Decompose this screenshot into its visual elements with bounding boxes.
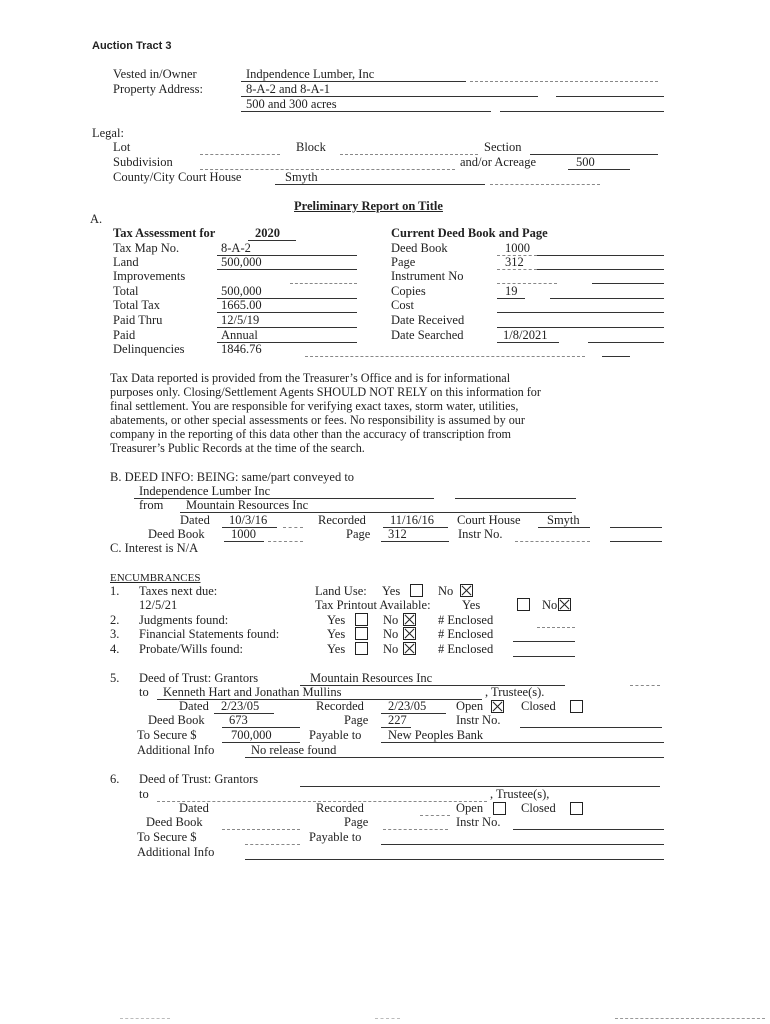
trust6-trustees-label: , Trustee(s), — [490, 787, 550, 801]
trust6-dated-label: Dated — [179, 801, 209, 815]
trust6-secure-label: To Secure $ — [137, 830, 197, 844]
taxes-next-due-label: Taxes next due: — [139, 584, 218, 598]
probate-no-checkbox[interactable] — [403, 642, 416, 655]
page-header: Auction Tract 3 — [92, 40, 172, 52]
deed-page-value: 312 — [505, 255, 524, 269]
printout-yes-label: Yes — [462, 598, 481, 612]
financial-no-label: No — [383, 627, 399, 641]
judgments-enclosed-label: # Enclosed — [438, 613, 494, 627]
disclaimer-line: abatements, or other special assessments or fees. No responsibility is assumed by our — [110, 413, 525, 427]
trust6-number: 6. — [110, 772, 120, 786]
deed-info-page-label: Page — [346, 527, 371, 541]
deed-heading: Current Deed Book and Page — [391, 226, 548, 240]
trust5-book-value: 673 — [229, 713, 248, 727]
printout-no-checkbox[interactable] — [558, 598, 571, 611]
financial-yes-checkbox[interactable] — [355, 627, 368, 640]
deed-info-book-value: 1000 — [231, 527, 256, 541]
deed-info-dated-label: Dated — [180, 513, 210, 527]
improvements-label: Improvements — [113, 269, 186, 283]
printout-no-label: No — [542, 598, 558, 612]
trust6-instr-label: Instr No. — [456, 815, 501, 829]
trust6-open-label: Open — [456, 801, 484, 815]
disclaimer-line: company in the reporting of this data other than the accuracy of transcription from — [110, 427, 512, 441]
trust5-trustees-label: , Trustee(s). — [485, 685, 545, 699]
disclaimer-line: final settlement. You are responsible for verifying exact taxes, storm water, utilities, — [110, 399, 519, 413]
trust6-payable-label: Payable to — [309, 830, 362, 844]
address-value: 8-A-2 and 8-A-1 — [246, 82, 331, 96]
deed-info-from-value: Mountain Resources Inc — [186, 498, 309, 512]
trust5-secure-value: 700,000 — [231, 728, 272, 742]
deed-info-dated-value: 10/3/16 — [229, 513, 268, 527]
deed-info-instr-label: Instr No. — [458, 527, 503, 541]
probate-label: Probate/Wills found: — [139, 642, 243, 656]
courthouse-label: County/City Court House — [113, 170, 242, 184]
trust5-closed-checkbox[interactable] — [570, 700, 583, 713]
paid-value: Annual — [221, 328, 258, 342]
encumbrances-heading: ENCUMBRANCES — [110, 572, 201, 584]
land-label: Land — [113, 255, 139, 269]
probate-yes-label: Yes — [327, 642, 346, 656]
vested-value: Indpendence Lumber, Inc — [246, 67, 375, 81]
financial-no-checkbox[interactable] — [403, 627, 416, 640]
trust6-closed-checkbox[interactable] — [570, 802, 583, 815]
judgments-no-label: No — [383, 613, 399, 627]
printout-label: Tax Printout Available: — [315, 598, 431, 612]
trust6-grantors-label: Deed of Trust: Grantors — [139, 772, 259, 786]
taxes-next-due-value: 12/5/21 — [139, 598, 178, 612]
copies-value: 19 — [505, 284, 518, 298]
total-label: Total — [113, 284, 139, 298]
paid-label: Paid — [113, 328, 136, 342]
disclaimer-line: purposes only. Closing/Settlement Agents SHOULD NOT RELY on this information for — [110, 385, 541, 399]
trust6-to-label: to — [139, 787, 149, 801]
trust5-to-label: to — [139, 685, 149, 699]
trust5-page-value: 227 — [388, 713, 407, 727]
trust6-book-label: Deed Book — [146, 815, 203, 829]
trust5-recorded-value: 2/23/05 — [388, 699, 427, 713]
report-title: Preliminary Report on Title — [294, 199, 443, 213]
total-tax-label: Total Tax — [113, 298, 160, 312]
deed-info-courthouse-label: Court House — [457, 513, 521, 527]
delinquencies-label: Delinquencies — [113, 342, 185, 356]
trust5-page-label: Page — [344, 713, 369, 727]
date-searched-label: Date Searched — [391, 328, 464, 342]
trust6-closed-label: Closed — [521, 801, 556, 815]
deed-info-book-label: Deed Book — [148, 527, 205, 541]
trust6-page-label: Page — [344, 815, 369, 829]
financial-enclosed-label: # Enclosed — [438, 627, 494, 641]
enc-number-1: 1. — [110, 584, 120, 598]
deed-info-page-value: 312 — [388, 527, 407, 541]
judgments-yes-checkbox[interactable] — [355, 613, 368, 626]
vested-label: Vested in/Owner — [113, 67, 197, 81]
disclaimer-line: Tax Data reported is provided from the Treasurer’s Office and is for informational — [110, 371, 511, 385]
trust6-recorded-label: Recorded — [316, 801, 364, 815]
deed-info-recorded-value: 11/16/16 — [390, 513, 434, 527]
deed-info-grantee: Independence Lumber Inc — [139, 484, 271, 498]
trust5-open-label: Open — [456, 699, 484, 713]
financial-label: Financial Statements found: — [139, 627, 280, 641]
tax-heading: Tax Assessment for — [113, 226, 216, 240]
probate-yes-checkbox[interactable] — [355, 642, 368, 655]
section-a-label: A. — [90, 212, 103, 226]
judgments-no-checkbox[interactable] — [403, 613, 416, 626]
date-searched-value: 1/8/2021 — [503, 328, 548, 342]
deed-page-label: Page — [391, 255, 416, 269]
trust5-book-label: Deed Book — [148, 713, 205, 727]
acres-value: 500 and 300 acres — [246, 97, 337, 111]
trust5-payable-label: Payable to — [309, 728, 362, 742]
total-value: 500,000 — [221, 284, 262, 298]
probate-no-label: No — [383, 642, 399, 656]
delinquencies-value: 1846.76 — [221, 342, 262, 356]
lot-label: Lot — [113, 140, 131, 154]
subdivision-label: Subdivision — [113, 155, 173, 169]
disclaimer — [110, 371, 670, 455]
trust5-closed-label: Closed — [521, 699, 556, 713]
deed-info-recorded-label: Recorded — [318, 513, 366, 527]
land-use-label: Land Use: — [315, 584, 367, 598]
trust5-secure-label: To Secure $ — [137, 728, 197, 742]
deed-book-value: 1000 — [505, 241, 530, 255]
address-label: Property Address: — [113, 82, 203, 96]
land-value: 500,000 — [221, 255, 262, 269]
total-tax-value: 1665.00 — [221, 298, 262, 312]
land-use-yes-label: Yes — [382, 584, 401, 598]
judgments-yes-label: Yes — [327, 613, 346, 627]
trust5-grantors-value: Mountain Resources Inc — [310, 671, 433, 685]
trust5-recorded-label: Recorded — [316, 699, 364, 713]
copies-label: Copies — [391, 284, 426, 298]
tax-year: 2020 — [255, 226, 280, 240]
trust5-open-checkbox[interactable] — [491, 700, 504, 713]
enc-number-3: 3. — [110, 627, 120, 641]
trust5-dated-value: 2/23/05 — [221, 699, 260, 713]
trust5-info-label: Additional Info — [137, 743, 215, 757]
courthouse-value: Smyth — [285, 170, 318, 184]
acreage-value: 500 — [576, 155, 595, 169]
judgments-label: Judgments found: — [139, 613, 229, 627]
trust5-dated-label: Dated — [179, 699, 209, 713]
instrument-label: Instrument No — [391, 269, 464, 283]
land-use-no-label: No — [438, 584, 454, 598]
trust6-info-label: Additional Info — [137, 845, 215, 859]
disclaimer-line: Treasurer’s Public Records at the time of the search. — [110, 441, 365, 455]
block-label: Block — [296, 140, 326, 154]
land-use-no-checkbox[interactable] — [460, 584, 473, 597]
deed-info-heading: B. DEED INFO: BEING: same/part conveyed to — [110, 470, 355, 484]
trust5-grantors-label: Deed of Trust: Grantors — [139, 671, 259, 685]
deed-book-label: Deed Book — [391, 241, 448, 255]
printout-yes-checkbox[interactable] — [517, 598, 530, 611]
enc-number-4: 4. — [110, 642, 120, 656]
paid-thru-label: Paid Thru — [113, 313, 163, 327]
financial-yes-label: Yes — [327, 627, 346, 641]
acreage-label: and/or Acreage — [460, 155, 537, 169]
enc-number-2: 2. — [110, 613, 120, 627]
legal-label: Legal: — [92, 126, 124, 140]
trust5-to-value: Kenneth Hart and Jonathan Mullins — [163, 685, 342, 699]
trust5-info-value: No release found — [251, 743, 337, 757]
probate-enclosed-label: # Enclosed — [438, 642, 494, 656]
map-no-value: 8-A-2 — [221, 241, 251, 255]
map-no-label: Tax Map No. — [113, 241, 180, 255]
trust5-number: 5. — [110, 671, 120, 685]
cost-label: Cost — [391, 298, 414, 312]
paid-thru-value: 12/5/19 — [221, 313, 260, 327]
interest-line: C. Interest is N/A — [110, 541, 199, 555]
deed-info-from-label: from — [139, 498, 164, 512]
deed-info-courthouse-value: Smyth — [547, 513, 580, 527]
trust6-open-checkbox[interactable] — [493, 802, 506, 815]
date-received-label: Date Received — [391, 313, 465, 327]
section-label: Section — [484, 140, 522, 154]
trust5-instr-label: Instr No. — [456, 713, 501, 727]
trust5-payable-value: New Peoples Bank — [388, 728, 484, 742]
land-use-yes-checkbox[interactable] — [410, 584, 423, 597]
